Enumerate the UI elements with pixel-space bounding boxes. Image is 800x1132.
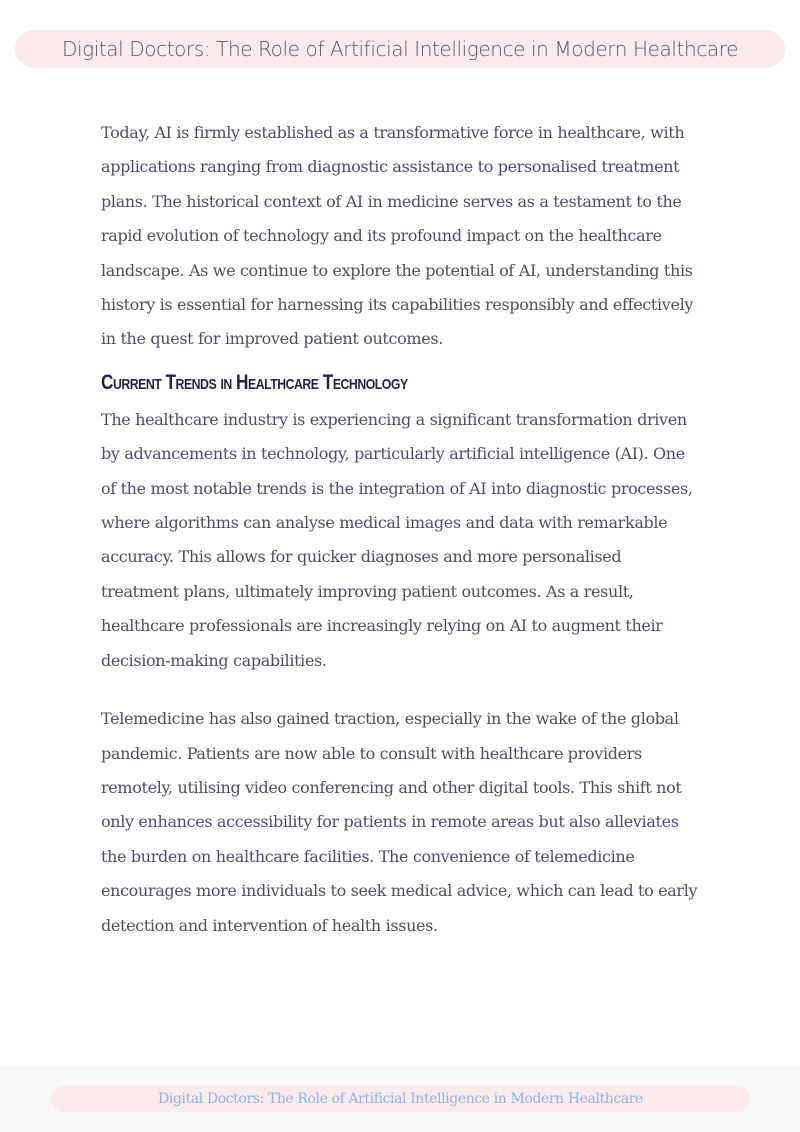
body-paragraph: The healthcare industry is experiencing a significant transformation driven by advancements in technology, particularly artificial intelligence (AI). One of the most notable trends is the integration of AI into diagnostic processes, where algorithms can analyse medical images and data with remarkable accuracy. This allows for quicker diagnoses and more personalised treatment plans, ultimately improving patient outcomes. As a result, healthcare professionals are increasingly relying on AI to augment their decision-making capabilities.: [101, 409, 693, 670]
footer-title: Digital Doctors: The Role of Artificial Intelligence in Modern Healthcare: [158, 1091, 643, 1107]
header-title: Digital Doctors: The Role of Artificial Intelligence in Modern Healthcare: [61, 37, 739, 61]
section-heading: Current Trends in Healthcare Technology: [101, 370, 408, 394]
document-body: [101, 116, 701, 943]
footer-bar: [51, 1086, 750, 1112]
intro-paragraph: Today, AI is firmly established as a transformative force in healthcare, with applications ranging from diagnostic assistance to personalised treatment plans. The historical context of AI in medicine serves as a testament to the rapid evolution of technology and its profound impact on the healthcare landscape. As we continue to explore the potential of AI, understanding this history is essential for harnessing its capabilities responsibly and effectively in the quest for improved patient outcomes.: [101, 123, 694, 349]
page-header: [15, 30, 785, 68]
body-paragraph: Telemedicine has also gained traction, especially in the wake of the global pandemic. Patients are now able to consult with healthcare providers remotely, utilising video conferencing and other digital tools. This shift not only enhances accessibility for patients in remote areas but also alleviates the burden on healthcare facilities. The convenience of telemedicine encourages more individuals to seek medical advice, which can lead to early detection and intervention of health issues.: [101, 709, 698, 935]
